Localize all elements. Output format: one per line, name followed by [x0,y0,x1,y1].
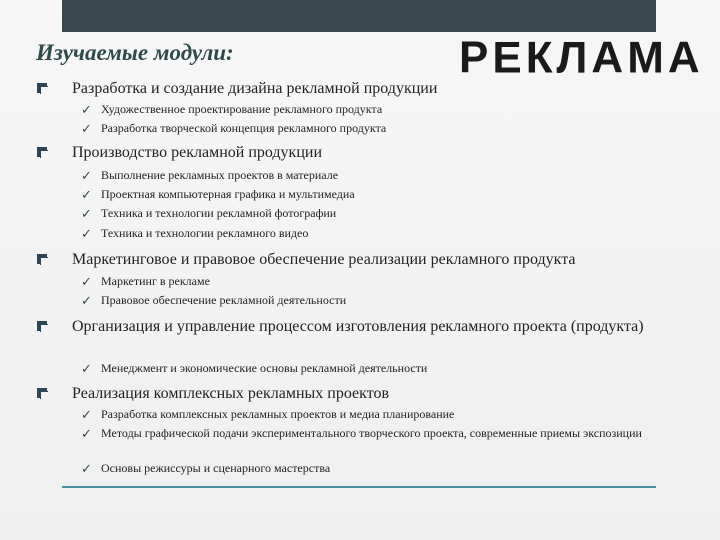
module-item: Разработка комплексных рекламных проектов и медиа планирование [101,407,455,421]
module-item: Методы графической подачи экспериментального творческого проекта, современные приемы экспозиции [101,426,642,440]
module-item: Разработка творческой концепция рекламного продукта [101,121,387,135]
module-item: Правовое обеспечение рекламной деятельности [101,293,347,307]
module-title: Производство рекламной продукции [72,144,323,161]
square-bullet-icon [37,83,47,93]
checkmark-icon: ✓ [81,362,92,377]
module-item: Техника и технологии рекламной фотографии [101,206,337,220]
module-title: Реализация комплексных рекламных проектов [72,385,390,402]
checkmark-icon: ✓ [81,275,92,290]
checkmark-icon: ✓ [81,122,92,137]
module-item: Основы режиссуры и сценарного мастерства [101,461,331,475]
module-item: Техника и технологии рекламного видео [101,226,309,240]
brand-title: РЕКЛАМА [459,32,704,83]
module-title: Маркетинговое и правовое обеспечение реализации рекламного продукта [72,251,576,268]
square-bullet-icon [37,321,47,331]
checkmark-icon: ✓ [81,462,92,477]
module-item: Проектная компьютерная графика и мультимедиа [101,187,355,201]
checkmark-icon: ✓ [81,169,92,184]
checkmark-icon: ✓ [81,408,92,423]
page-title: Изучаемые модули: [36,40,234,65]
bottom-rule [62,486,656,488]
module-item: Маркетинг в рекламе [101,274,210,288]
module-title: Организация и управление процессом изготовления рекламного проекта (продукта) [72,318,644,335]
top-bar [62,0,656,32]
checkmark-icon: ✓ [81,103,92,118]
module-item: Менеджмент и экономические основы рекламной деятельности [101,361,428,375]
square-bullet-icon [37,388,47,398]
square-bullet-icon [37,147,47,157]
checkmark-icon: ✓ [81,188,92,203]
checkmark-icon: ✓ [81,427,92,442]
square-bullet-icon [37,254,47,264]
checkmark-icon: ✓ [81,294,92,309]
module-item: Выполнение рекламных проектов в материале [101,168,339,182]
checkmark-icon: ✓ [81,227,92,242]
module-item: Художественное проектирование рекламного продукта [101,102,383,116]
module-title: Разработка и создание дизайна рекламной продукции [72,80,438,97]
checkmark-icon: ✓ [81,207,92,222]
